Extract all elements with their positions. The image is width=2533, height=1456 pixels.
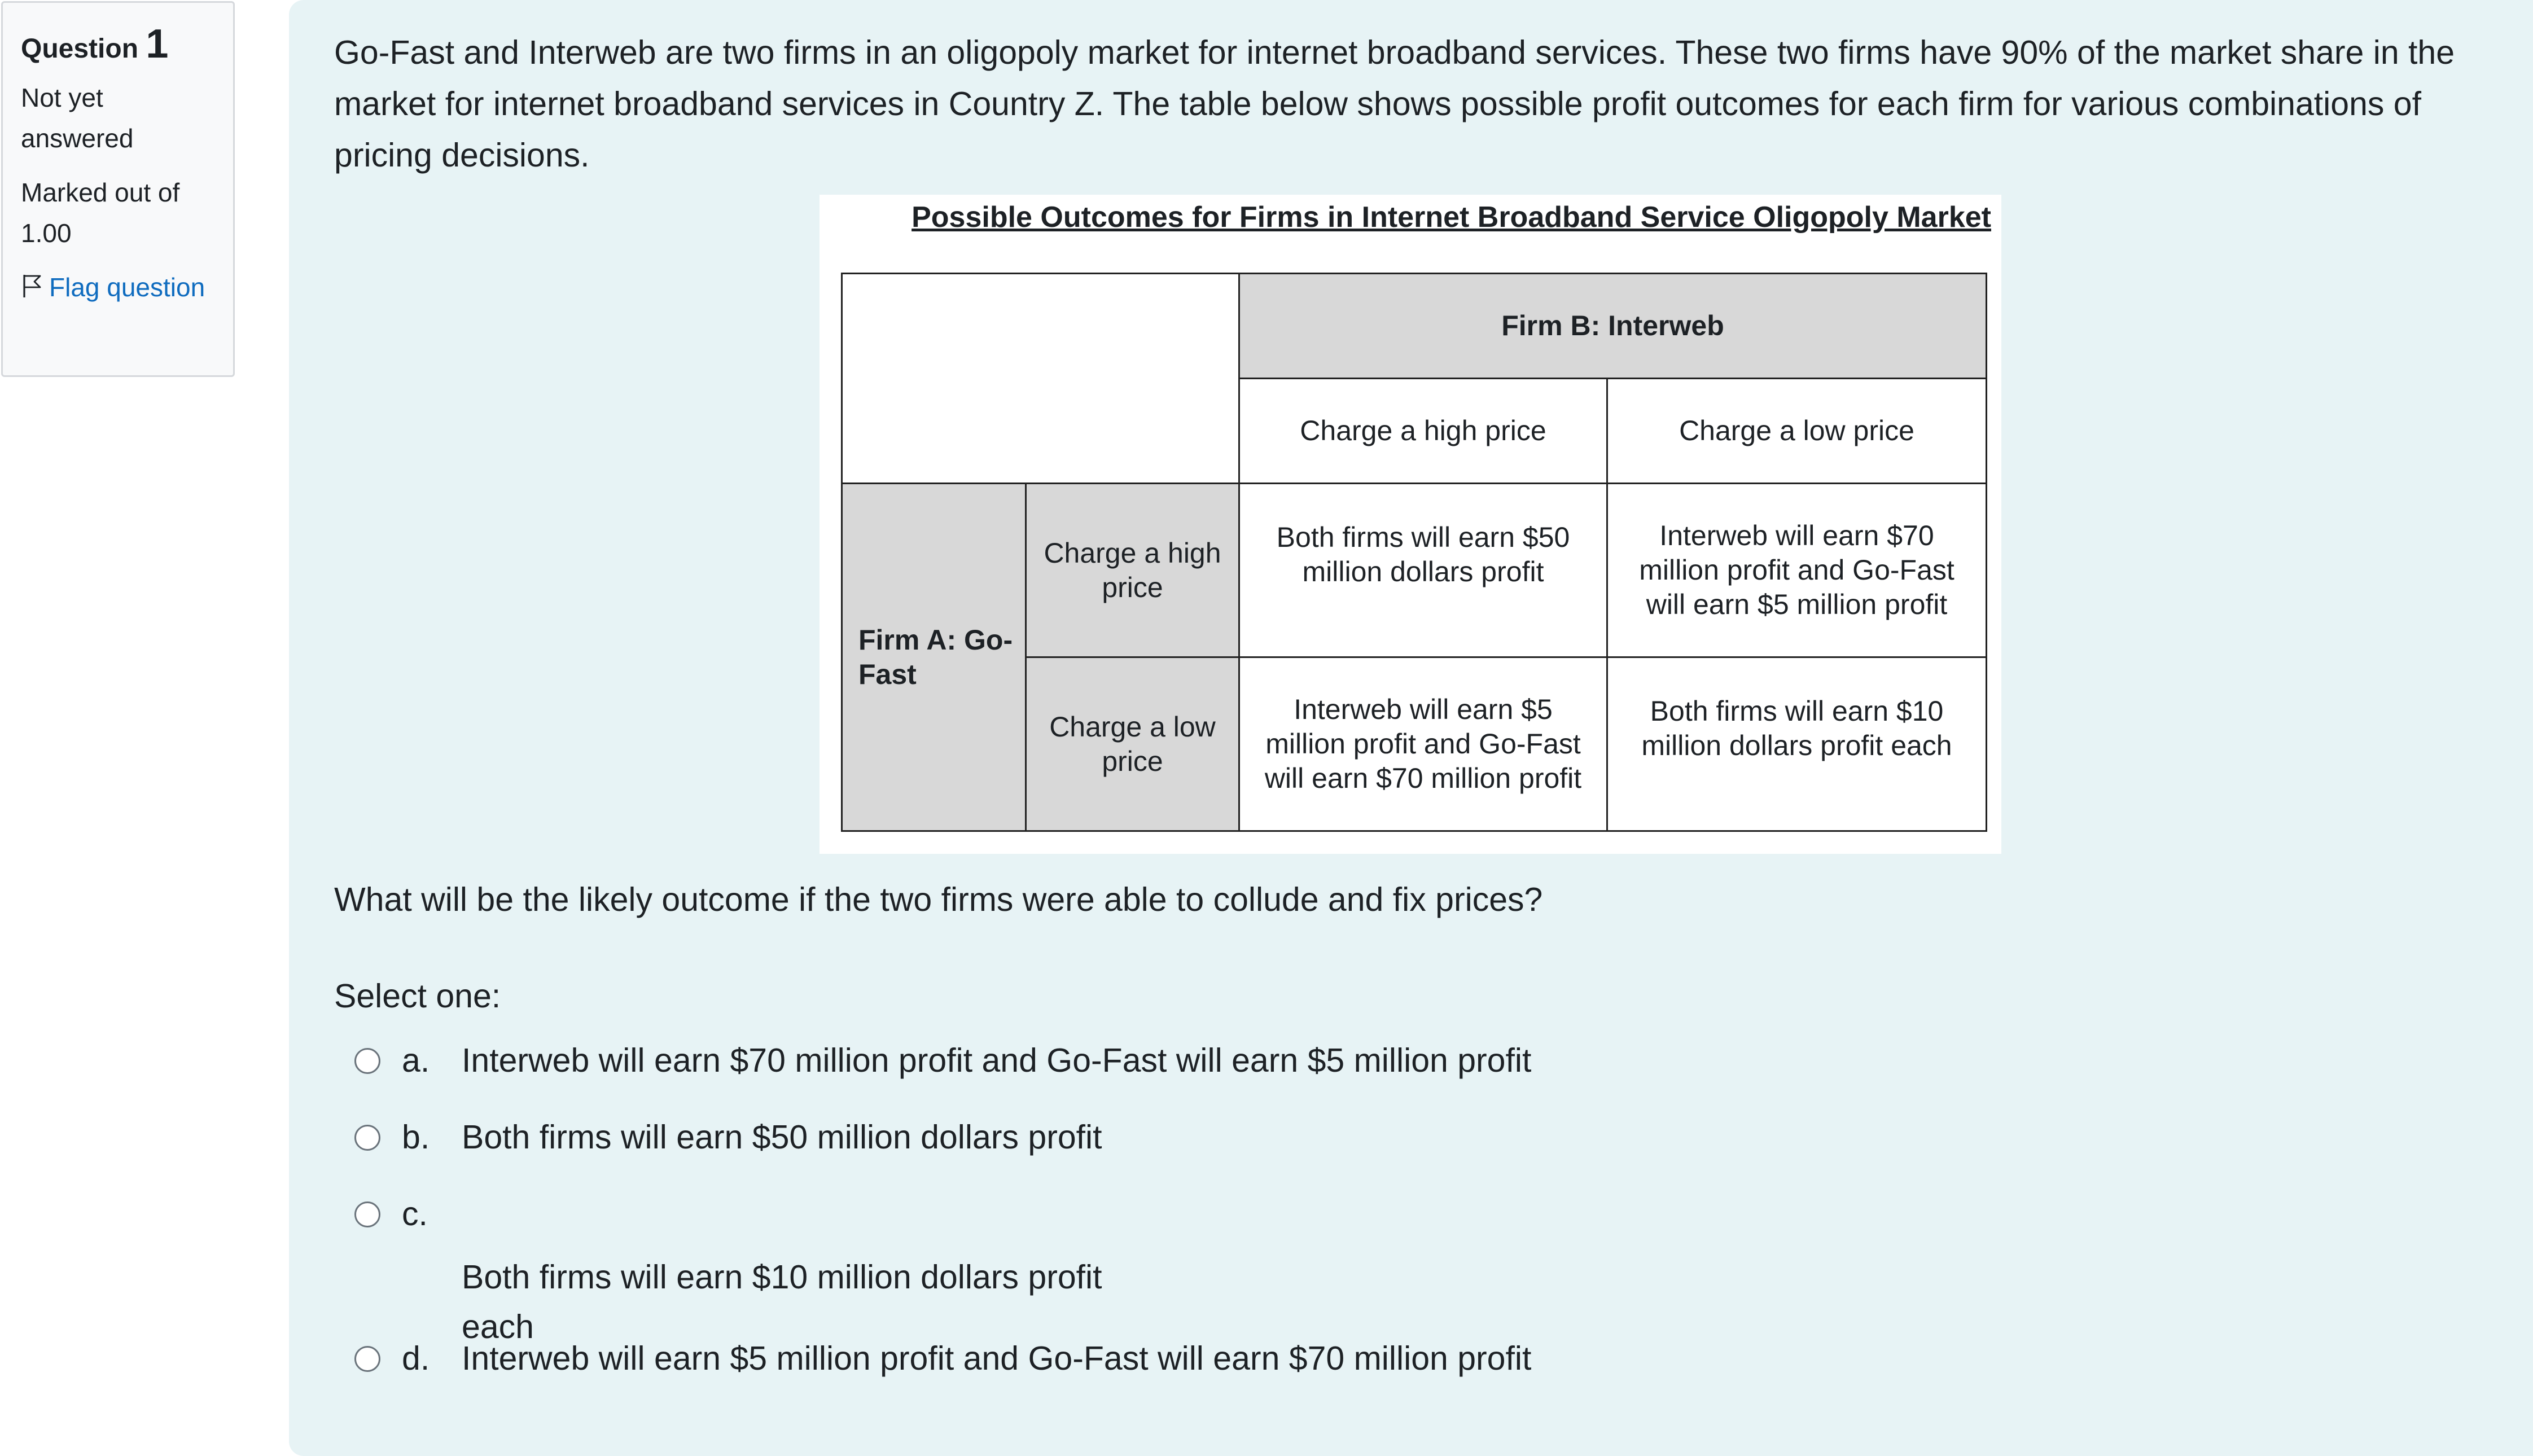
option-d-radio[interactable] — [354, 1346, 380, 1372]
option-c-radio[interactable] — [354, 1201, 380, 1227]
question-number: 1 — [146, 21, 169, 67]
option-d-letter: d. — [402, 1340, 430, 1377]
empty-corner-cell — [842, 274, 1239, 484]
payoff-table — [841, 273, 1987, 832]
cell-high-high: Both firms will earn $50 million dollars profit — [1239, 484, 1607, 657]
col-header-high: Charge a high price — [1239, 379, 1607, 484]
select-one-label: Select one: — [334, 977, 501, 1015]
question-marks: Marked out of 1.00 — [21, 178, 180, 248]
cell-low-low: Both firms will earn $10 million dollars profit each — [1607, 657, 1987, 831]
option-c-letter: c. — [402, 1195, 428, 1233]
figure-title: Possible Outcomes for Firms in Internet Broadband Service Oligopoly Market — [911, 201, 1991, 234]
col-header-low: Charge a low price — [1607, 379, 1987, 484]
question-prompt: What will be the likely outcome if the two firms were able to collude and fix prices? — [334, 881, 1543, 918]
firm-b-header: Firm B: Interweb — [1239, 274, 1987, 379]
flag-question-link[interactable] — [21, 267, 215, 308]
cell-high-low: Interweb will earn $70 million profit and Go-Fast will earn $5 million profit — [1607, 484, 1987, 657]
row-header-low: Charge a low price — [1026, 657, 1239, 831]
question-number-heading — [21, 20, 215, 68]
option-a-letter: a. — [402, 1042, 430, 1079]
payoff-table-figure — [820, 195, 2001, 854]
option-a-text[interactable]: Interweb will earn $70 million profit and Go-Fast will earn $5 million profit — [462, 1042, 1532, 1079]
question-label: Question — [21, 34, 139, 64]
firm-a-header: Firm A: Go-Fast — [842, 484, 1026, 831]
flag-icon — [21, 274, 43, 299]
option-d-text[interactable]: Interweb will earn $5 million profit and Go-Fast will earn $70 million profit — [462, 1340, 1532, 1377]
question-content — [289, 0, 2533, 1456]
cell-low-high: Interweb will earn $5 million profit and Go-Fast will earn $70 million profit — [1239, 657, 1607, 831]
option-b-letter: b. — [402, 1119, 430, 1156]
option-a-radio[interactable] — [354, 1048, 380, 1074]
question-status: Not yet answered — [21, 83, 134, 154]
row-header-high: Charge a high price — [1026, 484, 1239, 657]
question-info-panel — [1, 1, 235, 377]
option-c-text[interactable]: Both firms will earn $10 million dollars profit each — [462, 1258, 1102, 1345]
flag-question-label: Flag question — [49, 273, 205, 302]
option-b-radio[interactable] — [354, 1125, 380, 1151]
question-text: Go-Fast and Interweb are two firms in an oligopoly market for internet broadband services. These two firms have 90% of the market share in the market for internet broadband services in Country Z. The table below shows possible profit outcomes for each firm for various combinations of pricing decisions. — [334, 34, 2455, 174]
option-b-text[interactable]: Both firms will earn $50 million dollars profit — [462, 1119, 1102, 1156]
